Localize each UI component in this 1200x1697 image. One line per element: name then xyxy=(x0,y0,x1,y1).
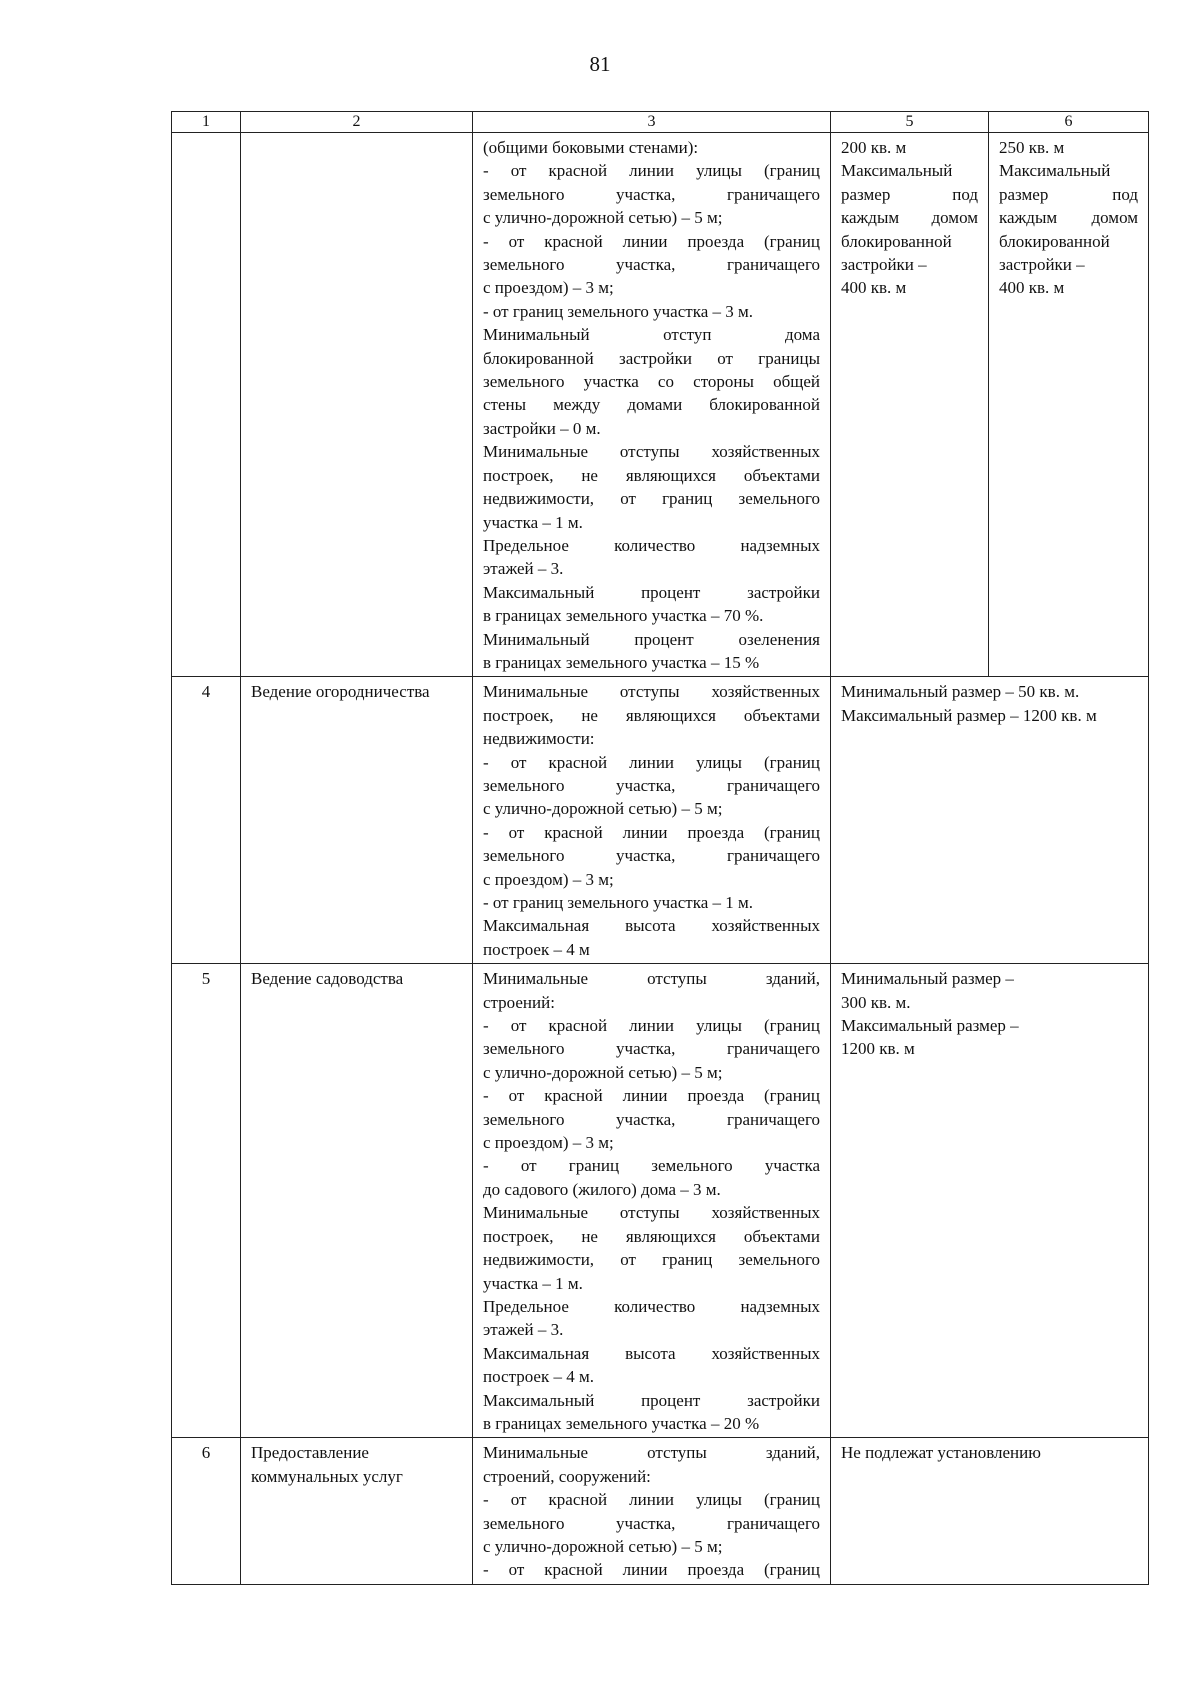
size-cell-merged xyxy=(831,677,1149,964)
text-line: Минимальный процент озеленения xyxy=(483,629,820,649)
row-number-cell: 4 xyxy=(172,677,241,964)
table-row-5 xyxy=(172,964,1149,1438)
text-line: с улично-дорожной сетью) – 5 м; xyxy=(483,208,723,228)
text-line: Максимальный xyxy=(999,161,1111,181)
text-line: этажей – 3. xyxy=(483,559,564,579)
text-line: недвижимости, от границ земельного xyxy=(483,1250,820,1270)
row-number-cell: 6 xyxy=(172,1438,241,1584)
text-line: - от красной линии улицы (границ xyxy=(483,1016,820,1036)
page-number: 81 xyxy=(589,52,611,76)
text-line: (общими боковыми стенами): xyxy=(483,138,699,157)
header-row xyxy=(172,112,1149,133)
table-row-6 xyxy=(172,1438,1149,1584)
text-line: земельного участка, граничащего xyxy=(483,1513,820,1533)
text-line: Предоставление xyxy=(251,1443,369,1463)
text-line: - от границ земельного участка – 1 м. xyxy=(483,893,753,912)
permitted-use-cell: Ведение садоводства xyxy=(241,964,473,1438)
text-line: - от красной линии улицы (границ xyxy=(483,161,820,181)
text-line: в границах земельного участка – 20 % xyxy=(483,1413,760,1433)
table-row-4 xyxy=(172,677,1149,964)
text-line: с проездом) – 3 м; xyxy=(483,1133,614,1153)
text-line: Максимальная высота хозяйственных xyxy=(483,1343,820,1363)
permitted-use-cell xyxy=(241,1438,473,1584)
text-line: земельного участка, граничащего xyxy=(483,184,820,204)
parameters-cell xyxy=(473,964,831,1438)
text-line: размер под xyxy=(999,184,1138,204)
text-line: в границах земельного участка – 15 % xyxy=(483,652,760,672)
text-line: Максимальный процент застройки xyxy=(483,582,820,602)
text-line: участка – 1 м. xyxy=(483,512,583,532)
parameters-cell xyxy=(473,677,831,964)
parameters-cell xyxy=(473,1438,831,1584)
text-line: Максимальная высота хозяйственных xyxy=(483,916,820,936)
text-line: этажей – 3. xyxy=(483,1320,564,1340)
text-line: построек – 4 м xyxy=(483,939,590,959)
text-line: Минимальный отступ дома xyxy=(483,325,820,345)
text-line: застройки – xyxy=(999,255,1085,275)
text-line: блокированной xyxy=(841,231,952,251)
text-line: в границах земельного участка – 70 %. xyxy=(483,606,764,626)
text-line: коммунальных услуг xyxy=(251,1466,403,1486)
text-line: с проездом) – 3 м; xyxy=(483,278,614,298)
header-cell-col-6: 6 xyxy=(989,112,1149,133)
size-cell-col-6 xyxy=(989,133,1149,677)
text-line: застройки – 0 м. xyxy=(483,418,601,438)
text-line: стены между домами блокированной xyxy=(483,395,820,415)
text-line: Минимальные отступы хозяйственных xyxy=(483,442,820,462)
text-line: земельного участка, граничащего xyxy=(483,846,820,866)
text-line: строений: xyxy=(483,992,555,1012)
regulations-table xyxy=(171,111,1149,1585)
text-line: Минимальные отступы хозяйственных xyxy=(483,682,820,702)
text-line: 300 кв. м. xyxy=(841,992,911,1012)
text-line: - от красной линии проезда (границ xyxy=(483,1086,820,1106)
text-line: земельного участка, граничащего xyxy=(483,255,820,275)
text-line: каждым домом xyxy=(841,208,978,228)
size-cell-col-5 xyxy=(831,133,989,677)
text-line: с проездом) – 3 м; xyxy=(483,869,614,889)
text-line: 200 кв. м xyxy=(841,138,907,157)
text-line: Минимальные отступы хозяйственных xyxy=(483,1203,820,1223)
header-cell-col-2: 2 xyxy=(241,112,473,133)
text-line: - от красной линии улицы (границ xyxy=(483,752,820,772)
text-line: построек – 4 м. xyxy=(483,1367,594,1387)
header-cell-col-5: 5 xyxy=(831,112,989,133)
header-cell-col-1: 1 xyxy=(172,112,241,133)
row-number-cell: 5 xyxy=(172,964,241,1438)
text-line: застройки – xyxy=(841,255,927,275)
text-line: построек, не являющихся объектами xyxy=(483,1226,820,1246)
text-line: 1200 кв. м xyxy=(841,1039,915,1059)
text-line: земельного участка со стороны общей xyxy=(483,372,820,392)
text-line: 400 кв. м xyxy=(999,278,1065,298)
text-line: до садового (жилого) дома – 3 м. xyxy=(483,1179,721,1199)
text-line: земельного участка, граничащего xyxy=(483,775,820,795)
text-line: размер под xyxy=(841,184,978,204)
text-line: построек, не являющихся объектами xyxy=(483,465,820,485)
text-line: 400 кв. м xyxy=(841,278,907,298)
parameters-cell xyxy=(473,133,831,677)
text-line: Максимальный xyxy=(841,161,953,181)
text-line: недвижимости, от границ земельного xyxy=(483,489,820,509)
text-line: - от красной линии проезда (границ xyxy=(483,1560,820,1580)
size-cell-merged xyxy=(831,1438,1149,1584)
text-line: Минимальные отступы зданий, xyxy=(483,1443,820,1463)
text-line: земельного участка, граничащего xyxy=(483,1039,820,1059)
text-line: земельного участка, граничащего xyxy=(483,1109,820,1129)
size-cell-merged xyxy=(831,964,1149,1438)
text-line: Минимальный размер – 50 кв. м. xyxy=(841,682,1080,702)
table-row-continuation xyxy=(172,133,1149,677)
text-line: Предельное количество надземных xyxy=(483,535,820,555)
text-line: - от красной линии проезда (границ xyxy=(483,231,820,251)
row-number-cell xyxy=(172,133,241,677)
text-line: Максимальный размер – xyxy=(841,1016,1019,1036)
text-line: с улично-дорожной сетью) – 5 м; xyxy=(483,1536,723,1556)
text-line: участка – 1 м. xyxy=(483,1273,583,1293)
text-line: построек, не являющихся объектами xyxy=(483,705,820,725)
text-line: - от красной линии улицы (границ xyxy=(483,1490,820,1510)
text-line: с улично-дорожной сетью) – 5 м; xyxy=(483,1062,723,1082)
text-line: Минимальный размер – xyxy=(841,969,1014,989)
text-line: - от границ земельного участка – 3 м. xyxy=(483,301,753,321)
text-line: - от красной линии проезда (границ xyxy=(483,822,820,842)
text-line: Предельное количество надземных xyxy=(483,1296,820,1316)
text-line: Минимальные отступы зданий, xyxy=(483,969,820,989)
text-line: 250 кв. м xyxy=(999,138,1065,157)
text-line: Максимальный процент застройки xyxy=(483,1390,820,1410)
text-line: блокированной xyxy=(999,231,1110,251)
header-cell-col-3: 3 xyxy=(473,112,831,133)
text-line: строений, сооружений: xyxy=(483,1466,651,1486)
text-line: каждым домом xyxy=(999,208,1138,228)
text-line: с улично-дорожной сетью) – 5 м; xyxy=(483,799,723,819)
text-line: недвижимости: xyxy=(483,729,595,749)
text-line: - от границ земельного участка xyxy=(483,1156,820,1176)
permitted-use-cell: Ведение огородничества xyxy=(241,677,473,964)
text-line: Максимальный размер – 1200 кв. м xyxy=(841,705,1097,725)
permitted-use-cell xyxy=(241,133,473,677)
text-line: Не подлежат установлению xyxy=(841,1443,1041,1463)
text-line: блокированной застройки от границы xyxy=(483,348,820,368)
